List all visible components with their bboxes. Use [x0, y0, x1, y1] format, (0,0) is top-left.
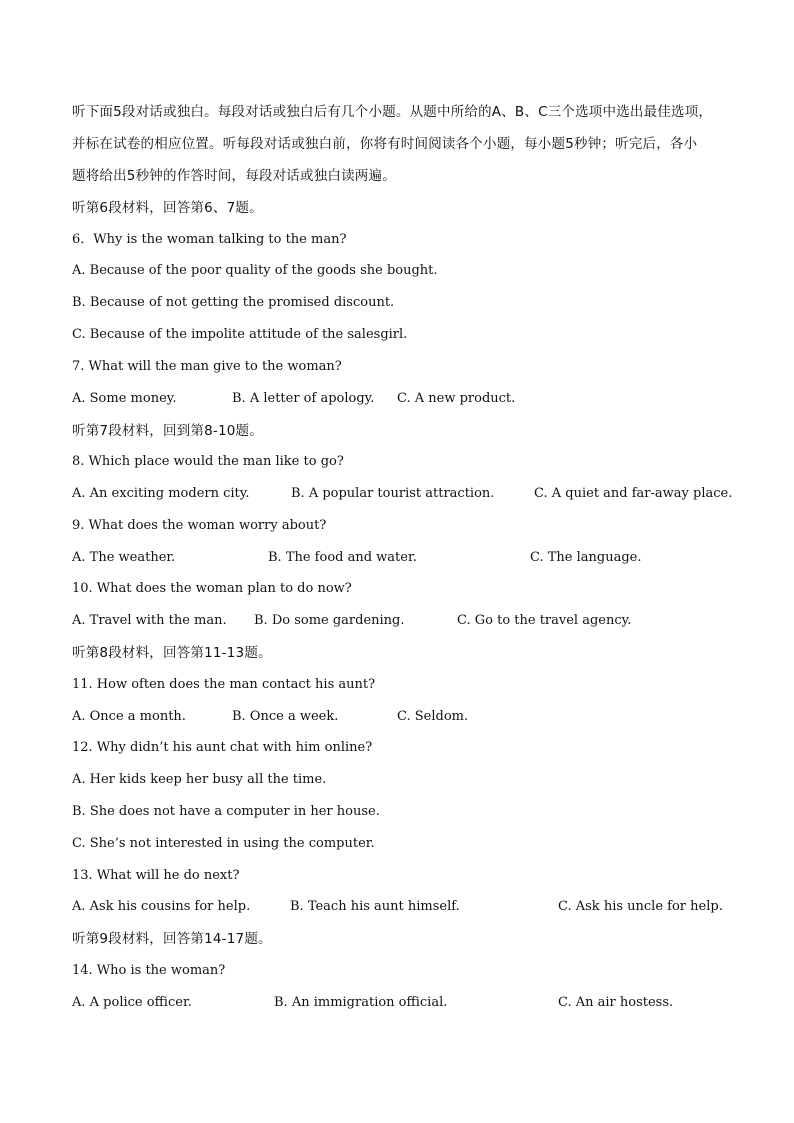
question-10-stem: 10. What does the woman plan to do now? — [72, 581, 352, 596]
question-10-option-a: A. Travel with the man. — [72, 613, 227, 628]
question-14-stem: 14. Who is the woman? — [72, 963, 226, 978]
question-8-option-b: B. A popular tourist attraction. — [291, 486, 495, 501]
question-6-option-c: C. Because of the impolite attitude of the salesgirl. — [72, 327, 408, 342]
question-14-option-c: C. An air hostess. — [558, 995, 674, 1010]
question-13-option-c: C. Ask his uncle for help. — [558, 899, 723, 914]
question-13-options — [0, 899, 794, 915]
question-12-option-b: B. She does not have a computer in her house. — [72, 804, 380, 819]
question-7-option-b: B. A letter of apology. — [232, 391, 375, 406]
section-9-heading: 听第9段材料，回答第14-17题。 — [72, 931, 272, 947]
intro-line-2: 并标在试卷的相应位置。听每段对话或独白前，你将有时间阅读各个小题，每小题5秒钟；听完后，各小 — [72, 136, 698, 152]
question-11-stem: 11. How often does the man contact his aunt? — [72, 677, 376, 692]
question-6-option-a: A. Because of the poor quality of the goods she bought. — [72, 263, 438, 278]
question-7-option-c: C. A new product. — [397, 391, 516, 406]
question-8-stem: 8. Which place would the man like to go? — [72, 454, 344, 469]
question-9-option-c: C. The language. — [530, 550, 642, 565]
question-12-option-a: A. Her kids keep her busy all the time. — [72, 772, 327, 787]
intro-line-1: 听下面5段对话或独白。每段对话或独白后有几个小题。从题中所给的A、B、C三个选项中选出最佳选项， — [72, 104, 713, 120]
question-7-options — [0, 391, 794, 407]
section-8-heading: 听第8段材料，回答第11-13题。 — [72, 645, 272, 661]
question-10-option-b: B. Do some gardening. — [254, 613, 405, 628]
question-11-options — [0, 709, 794, 725]
question-9-options — [0, 550, 794, 566]
question-11-option-b: B. Once a week. — [232, 709, 339, 724]
question-10-option-c: C. Go to the travel agency. — [457, 613, 632, 628]
question-11-option-a: A. Once a month. — [72, 709, 186, 724]
question-13-option-b: B. Teach his aunt himself. — [290, 899, 460, 914]
question-7-stem: 7. What will the man give to the woman? — [72, 359, 342, 374]
question-13-option-a: A. Ask his cousins for help. — [72, 899, 251, 914]
question-8-option-a: A. An exciting modern city. — [72, 486, 250, 501]
question-8-options — [0, 486, 794, 502]
question-14-option-b: B. An immigration official. — [274, 995, 448, 1010]
question-12-stem: 12. Why didn’t his aunt chat with him online? — [72, 740, 373, 755]
question-13-stem: 13. What will he do next? — [72, 868, 240, 883]
question-8-option-c: C. A quiet and far-away place. — [534, 486, 733, 501]
question-9-option-b: B. The food and water. — [268, 550, 417, 565]
question-12-option-c: C. She’s not interested in using the computer. — [72, 836, 375, 851]
question-9-stem: 9. What does the woman worry about? — [72, 518, 327, 533]
intro-line-3: 题将给出5秒钟的作答时间，每段对话或独白读两遍。 — [72, 168, 396, 184]
question-14-option-a: A. A police officer. — [72, 995, 192, 1010]
question-11-option-c: C. Seldom. — [397, 709, 469, 724]
question-6-stem: 6．Why is the woman talking to the man? — [72, 232, 347, 247]
question-6-option-b: B. Because of not getting the promised discount. — [72, 295, 395, 310]
question-10-options — [0, 613, 794, 629]
question-9-option-a: A. The weather. — [72, 550, 176, 565]
section-7-heading: 听第7段材料，回到第8-10题。 — [72, 423, 263, 439]
question-14-options — [0, 995, 794, 1011]
question-7-option-a: A. Some money. — [72, 391, 177, 406]
section-6-heading: 听第6段材料，回答第6、7题。 — [72, 200, 263, 216]
